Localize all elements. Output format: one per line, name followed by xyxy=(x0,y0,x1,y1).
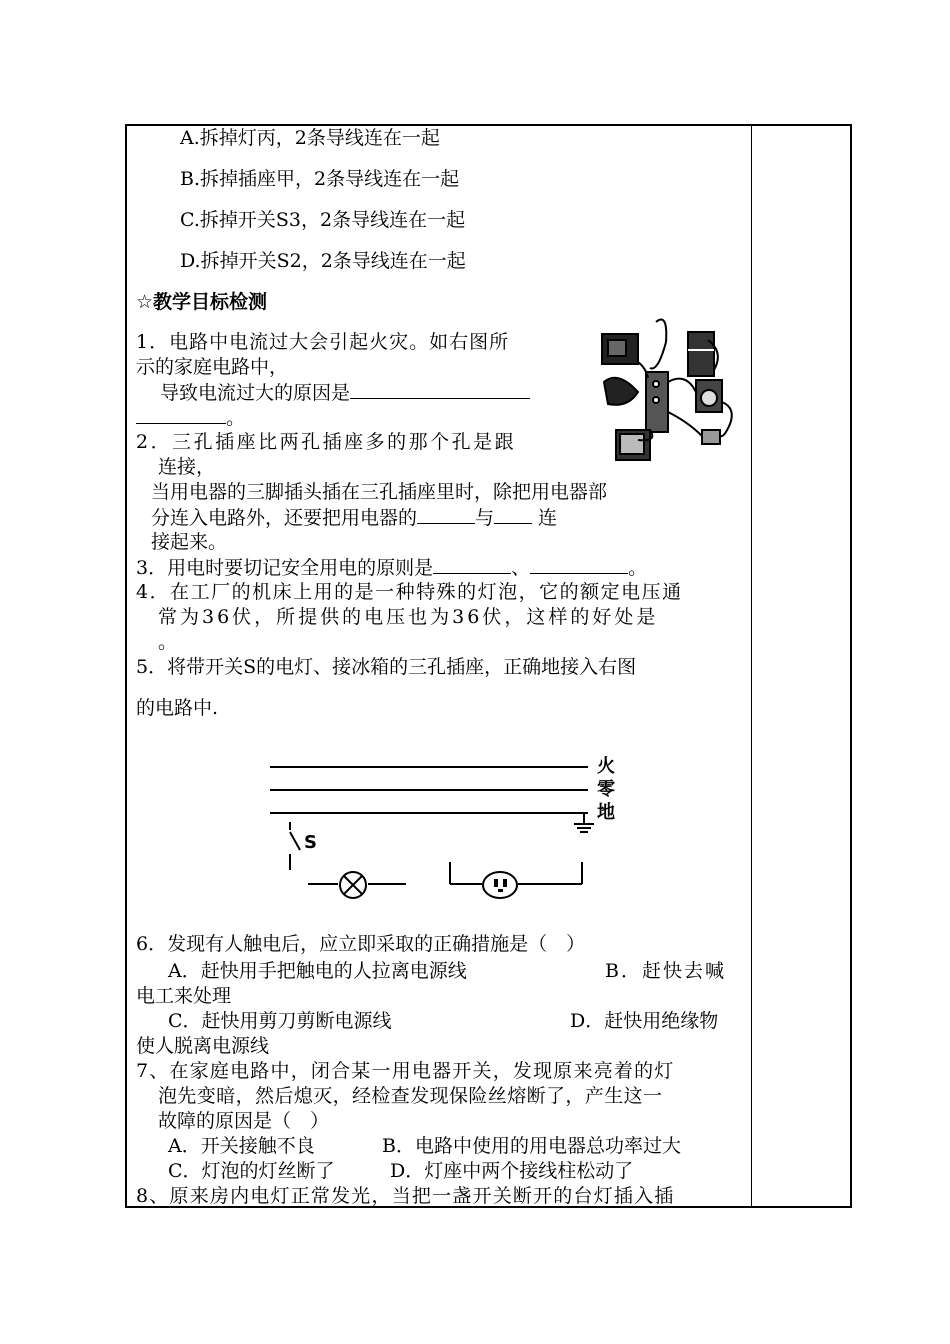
q2-blank-a xyxy=(417,505,475,524)
q1-line2: 示的家庭电路中， xyxy=(136,356,289,378)
option-c: C.拆掉开关S3，2条导线连在一起 xyxy=(180,209,466,231)
q8-line1: 8、原来房内电灯正常发光，当把一盏开关断开的台灯插入插 xyxy=(136,1185,675,1207)
q6-option-b: B．赶快去喊 xyxy=(605,960,726,982)
section-title: ☆教学目标检测 xyxy=(136,291,268,313)
q1-blank-b xyxy=(136,405,226,424)
live-label: 火 xyxy=(597,756,615,777)
q2-line1: 2．三孔插座比两孔插座多的那个孔是跟 xyxy=(136,431,517,453)
q1-blank-a xyxy=(350,380,530,399)
option-b: B.拆掉插座甲，2条导线连在一起 xyxy=(180,168,460,190)
q2-line3: 当用电器的三脚插头插在三孔插座里时，除把用电器部 xyxy=(151,481,608,503)
ground-label: 地 xyxy=(597,802,615,823)
q3-blank-a xyxy=(433,555,511,574)
q4-line3: 。 xyxy=(158,631,178,653)
q6-option-a: A．赶快用手把触电的人拉离电源线 xyxy=(168,960,467,982)
column-divider xyxy=(751,124,752,1208)
q6-option-d-cont: 使人脱离电源线 xyxy=(136,1035,270,1057)
three-hole-socket xyxy=(483,872,517,898)
q3-blank-b xyxy=(530,555,628,574)
q7-line1: 7、在家庭电路中，闭合某一用电器开关，发现原来亮着的灯 xyxy=(136,1060,675,1082)
q7-option-c: C．灯泡的灯丝断了 xyxy=(168,1160,335,1182)
q6-option-c: C．赶快用剪刀剪断电源线 xyxy=(168,1010,392,1032)
q6-stem: 6．发现有人触电后，应立即采取的正确措施是（ ） xyxy=(136,933,586,955)
q2-blank-b xyxy=(494,505,532,524)
q4-line2: 常为36伏，所提供的电压也为36伏，这样的好处是 xyxy=(158,606,659,628)
q3-line: 3．用电时要切记安全用电的原则是 、 。 xyxy=(136,557,648,579)
option-d: D.拆掉开关S2，2条导线连在一起 xyxy=(180,250,466,272)
q2-line5: 接起来。 xyxy=(151,531,228,553)
q7-option-b: B．电路中使用的用电器总功率过大 xyxy=(382,1135,681,1157)
q2-line2: 连接， xyxy=(158,456,216,478)
q5-line1: 5．将带开关S的电灯、接冰箱的三孔插座，正确地接入右图 xyxy=(136,656,637,678)
q7-option-a: A．开关接触不良 xyxy=(168,1135,315,1157)
circuit-diagram xyxy=(260,750,640,910)
q4-line1: 4．在工厂的机床上用的是一种特殊的灯泡，它的额定电压通 xyxy=(136,581,683,603)
option-a: A.拆掉灯丙，2条导线连在一起 xyxy=(180,127,440,149)
appliances-illustration xyxy=(598,312,740,470)
neutral-label: 零 xyxy=(597,779,615,800)
q1-line3: 导致电流过大的原因是 xyxy=(160,380,530,405)
q6-option-b-cont: 电工来处理 xyxy=(136,985,232,1007)
q7-line3: 故障的原因是（ ） xyxy=(158,1110,330,1132)
q5-line2: 的电路中. xyxy=(136,697,219,719)
q1-line1: 1．电路中电流过大会引起火灾。如右图所 xyxy=(136,331,510,353)
switch-label: S xyxy=(304,832,317,853)
q7-option-d: D．灯座中两个接线柱松动了 xyxy=(390,1160,634,1182)
q6-option-d: D．赶快用绝缘物 xyxy=(570,1010,719,1032)
q7-line2: 泡先变暗，然后熄灭，经检查发现保险丝熔断了，产生这一 xyxy=(158,1085,663,1107)
q2-line4: 分连入电路外，还要把用电器的 与 连 xyxy=(151,507,558,529)
q1-line4: 。 xyxy=(136,405,245,430)
